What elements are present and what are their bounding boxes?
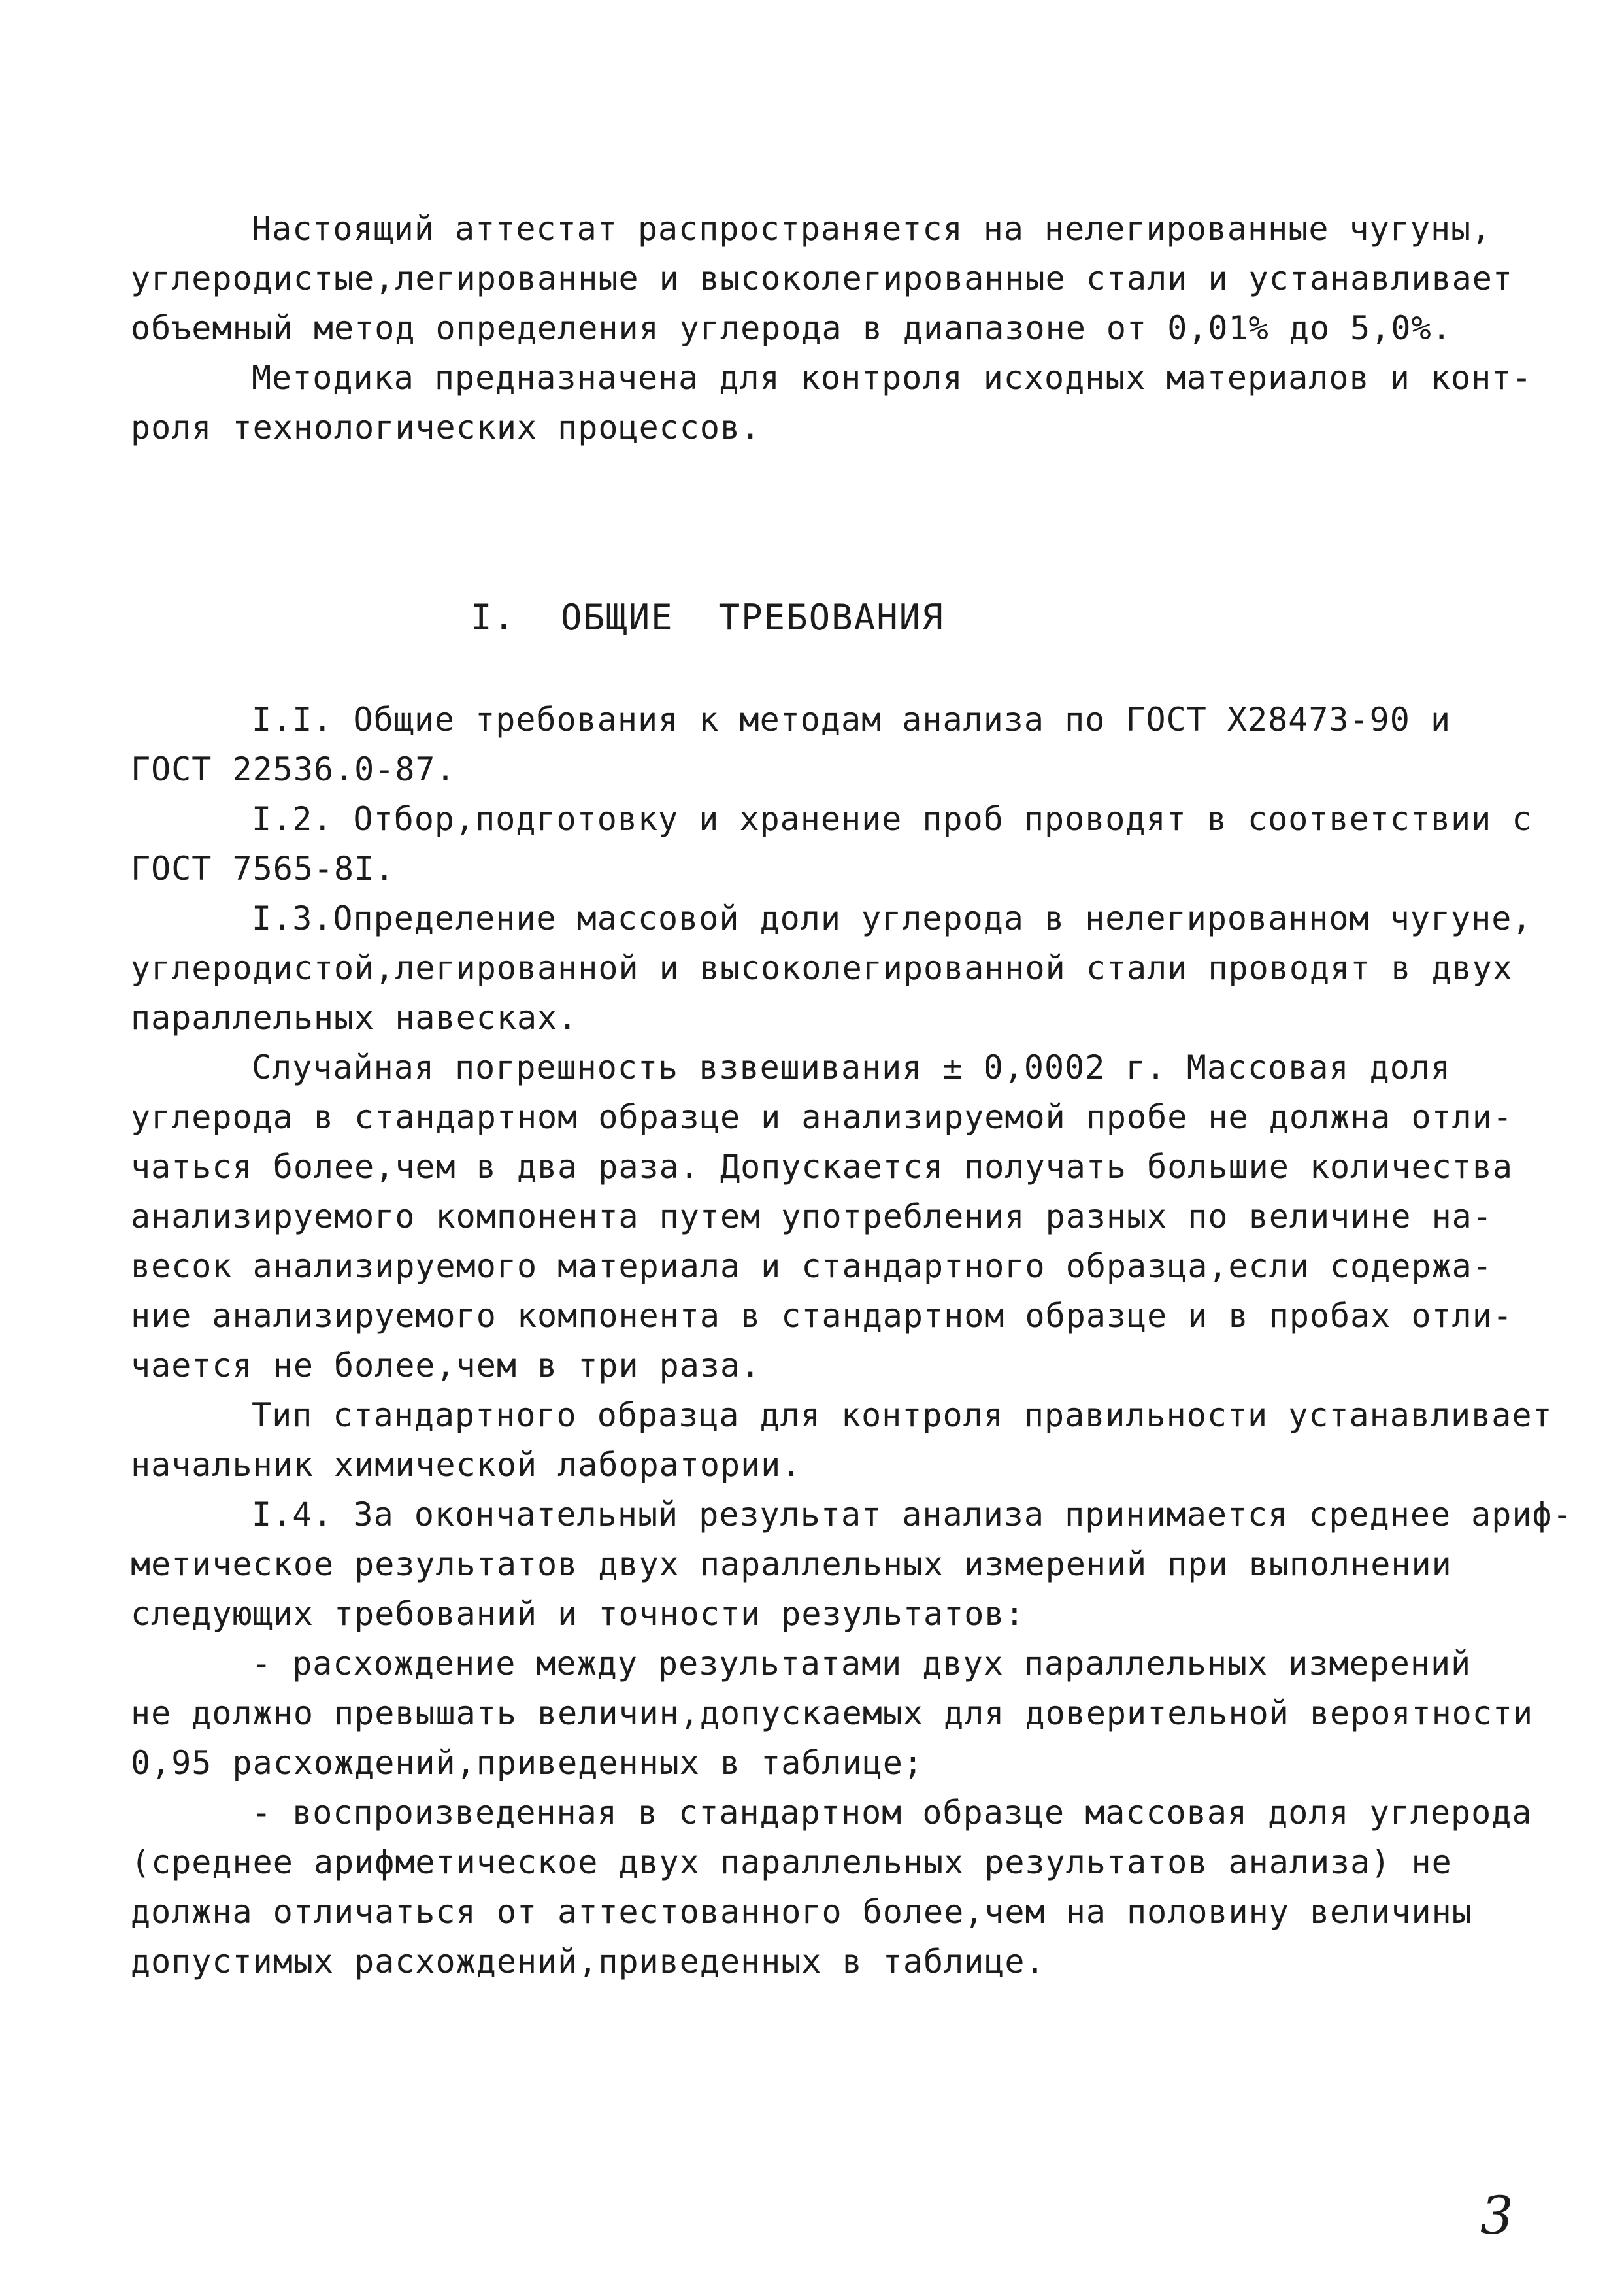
text-line: анализируемого компонента путем употребления разных по величине на- <box>131 1198 1493 1235</box>
text-line: Настоящий аттестат распространяется на нелегированные чугуны, <box>252 210 1492 248</box>
text-line: параллельных навесках. <box>131 999 578 1037</box>
text-line: I.2. Отбор,подготовку и хранение проб проводят в соответствии с <box>252 800 1533 838</box>
text-line: 0,95 расхождений,приведенных в таблице; <box>131 1744 923 1782</box>
text-line: углеродистые,легированные и высоколегированные стали и устанавливает <box>131 260 1513 297</box>
text-line: Тип стандартного образца для контроля правильности устанавливает <box>252 1396 1553 1434</box>
text-line: - расхождение между результатами двух параллельных измерений <box>252 1645 1472 1683</box>
text-line: ГОСТ 22536.0-87. <box>131 750 456 788</box>
section-body <box>131 695 1573 1986</box>
text-line: допустимых расхождений,приведенных в таблице. <box>131 1943 1046 1981</box>
text-line: весок анализируемого материала и стандартного образца,если содержа- <box>131 1247 1493 1285</box>
text-line: следующих требований и точности результатов: <box>131 1595 1025 1633</box>
section-heading: I. ОБЩИЕ ТРЕБОВАНИЯ <box>471 597 944 638</box>
text-line: чаться более,чем в два раза. Допускается получать большие количества <box>131 1148 1513 1186</box>
text-line: ние анализируемого компонента в стандартном образце и в пробах отли- <box>131 1297 1513 1335</box>
text-line: метическое результатов двух параллельных измерений при выполнении <box>131 1545 1452 1583</box>
text-line: I.I. Общие требования к методам анализа по ГОСТ Х28473-90 и <box>252 701 1451 739</box>
text-line: чается не более,чем в три раза. <box>131 1347 761 1384</box>
text-line: - воспроизведенная в стандартном образце массовая доля углерода <box>252 1794 1533 1832</box>
text-line: I.3.Определение массовой доли углерода в нелегированном чугуне, <box>252 899 1533 937</box>
text-line: углерода в стандартном образце и анализируемой пробе не должна отли- <box>131 1098 1513 1136</box>
text-line: углеродистой,легированной и высоколегированной стали проводят в двух <box>131 949 1513 987</box>
text-line: начальник химической лаборатории. <box>131 1446 802 1484</box>
text-line: объемный метод определения углерода в диапазоне от 0,01% до 5,0%. <box>131 309 1452 347</box>
text-line: Случайная погрешность взвешивания ± 0,0002 г. Массовая доля <box>252 1048 1451 1086</box>
text-line: роля технологических процессов. <box>131 409 761 446</box>
intro-paragraph <box>131 204 1536 452</box>
text-line: I.4. За окончательный результат анализа принимается среднее ариф- <box>252 1496 1573 1533</box>
text-line: должна отличаться от аттестованного более,чем на половину величины <box>131 1893 1472 1931</box>
text-line: (среднее арифметическое двух параллельных результатов анализа) не <box>131 1843 1452 1881</box>
text-line: не должно превышать величин,допускаемых для доверительной вероятности <box>131 1694 1534 1732</box>
text-line: Методика предназначена для контроля исходных материалов и конт- <box>252 359 1533 397</box>
text-line: ГОСТ 7565-8I. <box>131 850 395 888</box>
page-number: 3 <box>1480 2185 1514 2246</box>
